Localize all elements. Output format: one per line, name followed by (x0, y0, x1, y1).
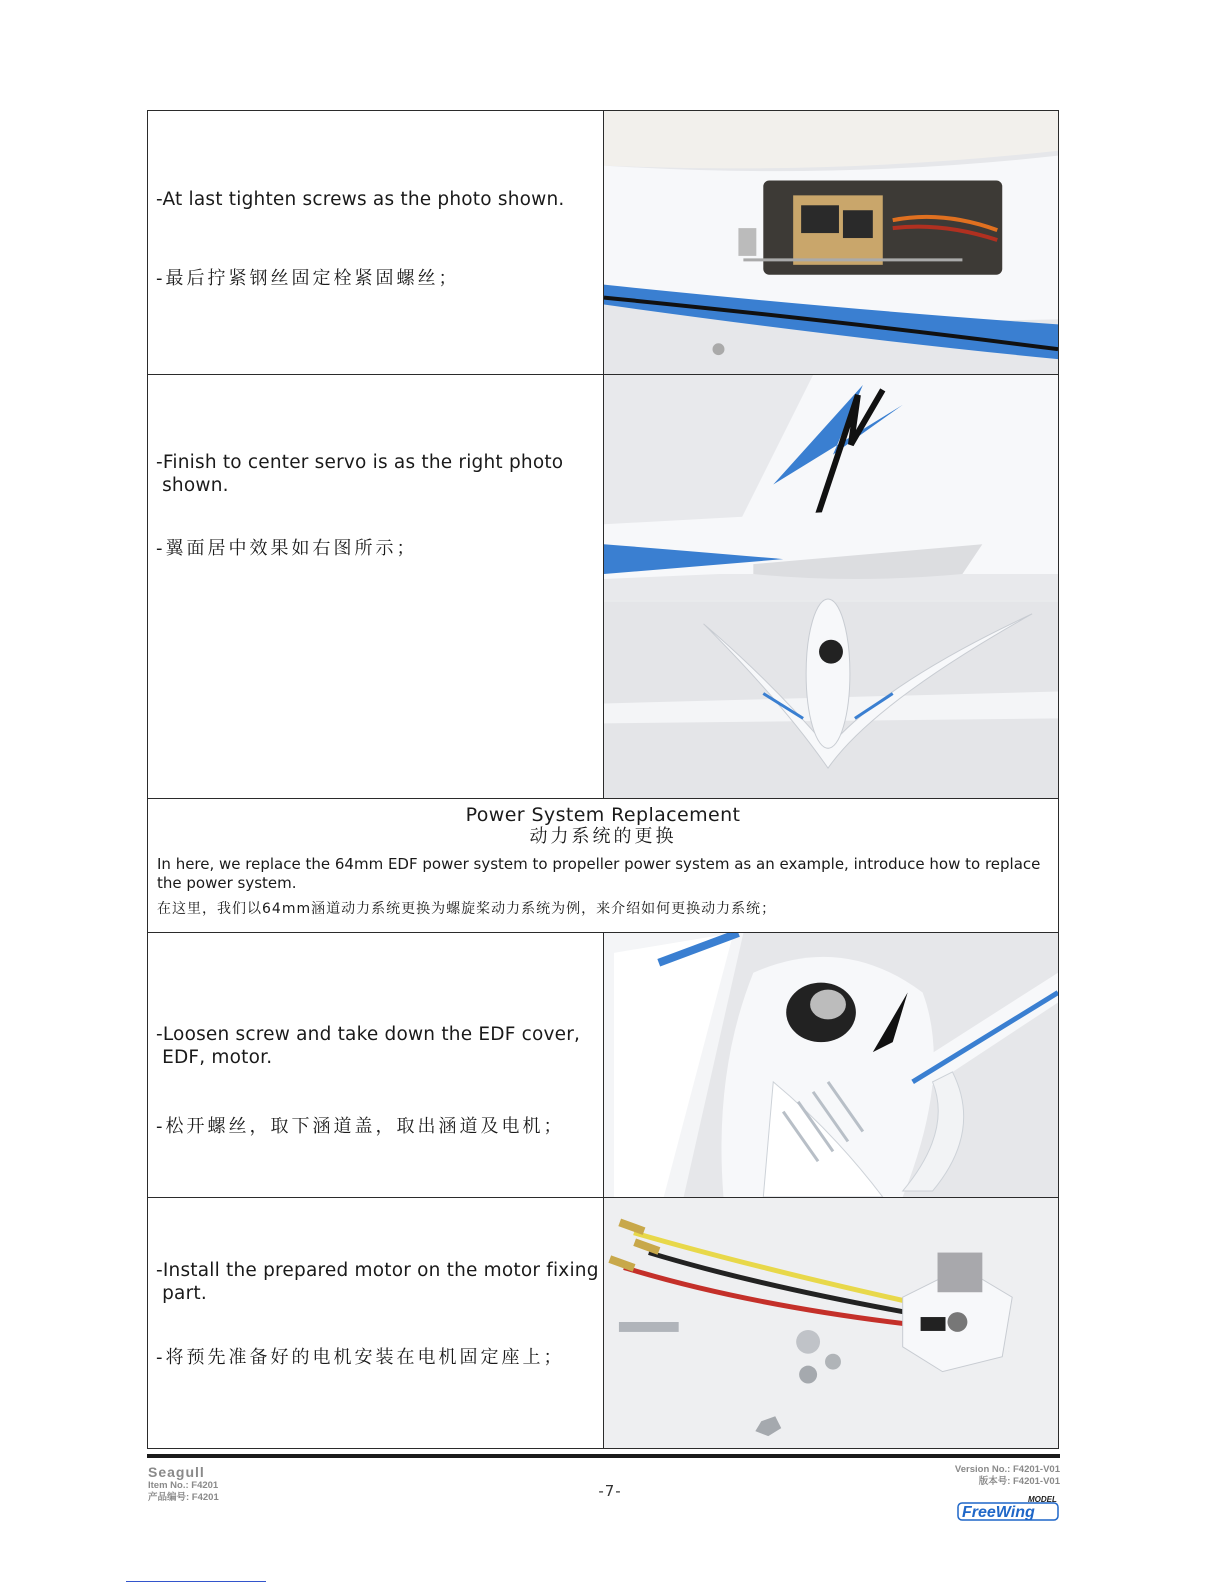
logo-brand-text: FreeWing (962, 1504, 1035, 1521)
power-system-section (147, 798, 1059, 933)
footer-version-zh: 版本号: F4201-V01 (978, 1476, 1060, 1487)
step-4-instruction-zh: -将预先准备好的电机安装在电机固定座上； (156, 1347, 565, 1368)
step-text-cell (148, 933, 604, 1197)
edf-removal-photo (604, 933, 1058, 1197)
section-description: In here, we replace the 64mm EDF power system to propeller power system as an example, introduce how to replace the power system. (157, 855, 1041, 892)
fuselage-servo-photo (604, 111, 1058, 374)
bottom-link-underline (126, 1581, 266, 1582)
section-title-zh: 动力系统的更换 (529, 826, 677, 847)
step-row-2 (147, 374, 1059, 799)
freewing-logo (956, 1493, 1060, 1521)
step-text-cell (148, 1198, 604, 1448)
section-title: Power System Replacement (465, 804, 741, 826)
footer-divider (147, 1454, 1060, 1458)
motor-parts-photo (604, 1198, 1058, 1448)
footer-version-info (955, 1464, 1060, 1488)
footer-version: Version No.: F4201-V01 (954, 1464, 1060, 1475)
step-2-instruction-zh: -翼面居中效果如右图所示； (156, 538, 418, 559)
step-1-instruction-zh: -最后拧紧钢丝固定栓紧固螺丝； (156, 268, 460, 289)
step-2-instruction-en: -Finish to center servo is as the right photo shown. (156, 452, 564, 496)
step-4-instruction-en: -Install the prepared motor on the motor fixing part. (156, 1260, 599, 1304)
footer-product-info (148, 1464, 219, 1504)
footer-item-number: Item No.: F4201 (148, 1480, 219, 1491)
section-description-zh: 在这里，我们以64mm涵道动力系统更换为螺旋桨动力系统为例，来介绍如何更换动力系统； (157, 901, 777, 917)
step-3-instruction-zh: -松开螺丝，取下涵道盖，取出涵道及电机； (156, 1116, 565, 1137)
step-1-instruction-en: -At last tighten screws as the photo shown. (156, 189, 565, 210)
footer-model-name: Seagull (148, 1464, 205, 1480)
step-text-cell (148, 375, 604, 798)
page-number: -7- (598, 1482, 622, 1500)
step-text-cell (148, 111, 604, 374)
footer-item-number-zh: 产品编号: F4201 (148, 1492, 219, 1503)
tail-servo-photos (604, 375, 1058, 798)
logo-tag-text: MODEL (1028, 1495, 1057, 1504)
step-row-3 (147, 932, 1059, 1198)
step-3-instruction-en: -Loosen screw and take down the EDF cover, EDF, motor. (156, 1024, 581, 1068)
step-row-4 (147, 1197, 1059, 1449)
step-row-1 (147, 110, 1059, 375)
